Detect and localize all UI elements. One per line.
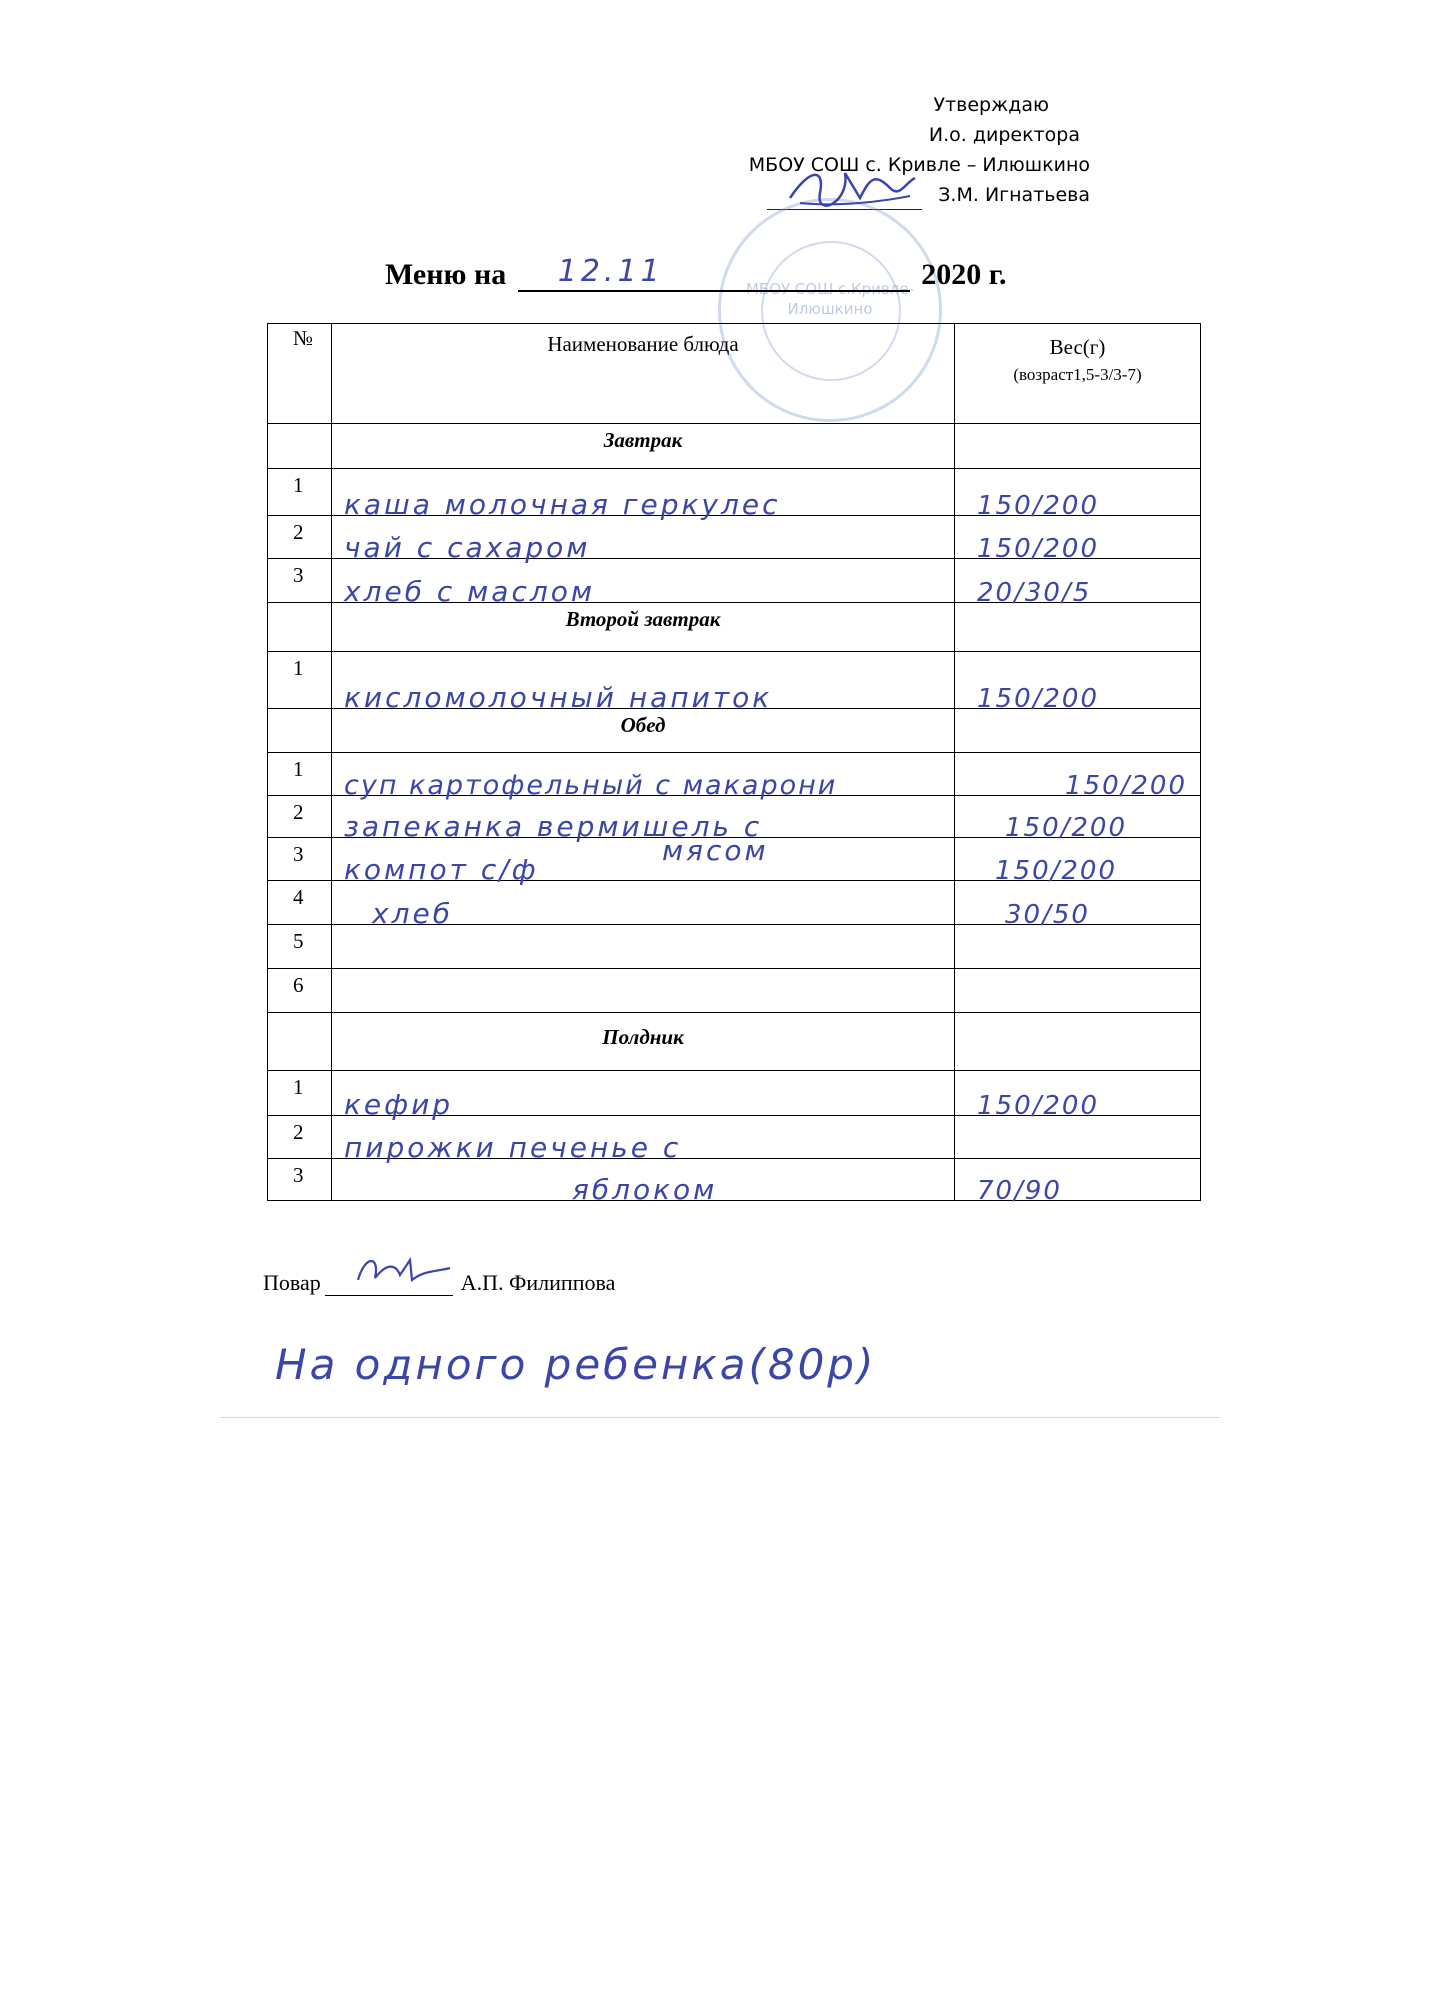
row-num: 1 xyxy=(268,652,332,709)
dish-cell xyxy=(332,796,955,867)
dish-cell xyxy=(332,1071,955,1121)
row-num: 1 xyxy=(268,1071,332,1116)
date-field xyxy=(518,254,910,292)
weight-cell xyxy=(955,753,1201,801)
weight-cell xyxy=(955,469,1201,521)
dish-name: каша молочная геркулес xyxy=(344,488,781,521)
dish-cell xyxy=(332,652,955,714)
cook-label: Повар xyxy=(263,1270,321,1295)
dish-weight: 20/30/5 xyxy=(977,578,1092,608)
dish-cell xyxy=(332,969,955,1013)
weight-cell xyxy=(955,1159,1201,1206)
table-row xyxy=(268,1159,1201,1201)
dish-weight: 150/200 xyxy=(977,491,1100,521)
section-row-breakfast xyxy=(268,424,1201,469)
dish-weight: 150/200 xyxy=(977,684,1100,714)
dish-cell xyxy=(332,925,955,969)
cook-name: А.П. Филиппова xyxy=(460,1270,616,1295)
dish-weight: 150/200 xyxy=(977,534,1100,564)
section-title: Полдник xyxy=(332,1013,955,1071)
weight-cell xyxy=(955,796,1201,843)
table-row xyxy=(268,559,1201,603)
row-num: 6 xyxy=(268,969,332,1013)
row-num: 2 xyxy=(268,516,332,559)
table-row xyxy=(268,969,1201,1013)
title-year: 2020 г. xyxy=(921,258,1007,291)
handwritten-note: На одного ребенка(80р) xyxy=(275,1340,877,1389)
header-weight-age: (возраст1,5-3/3-7) xyxy=(1013,365,1142,384)
section-title: Второй завтрак xyxy=(332,603,955,652)
dish-cell xyxy=(332,838,955,886)
director-signature xyxy=(780,158,920,218)
weight-cell xyxy=(955,838,1201,886)
section-row-afternoon-snack xyxy=(268,1013,1201,1071)
row-num: 1 xyxy=(268,469,332,516)
table-row xyxy=(268,881,1201,925)
dish-cell xyxy=(332,469,955,521)
dish-weight: 150/200 xyxy=(1065,771,1188,801)
row-num: 4 xyxy=(268,881,332,925)
dish-weight: 30/50 xyxy=(1005,900,1090,930)
dish-weight: 150/200 xyxy=(995,856,1118,886)
table-row xyxy=(268,652,1201,709)
dish-name: запеканка вермишель с xyxy=(344,810,763,843)
dish-cell xyxy=(332,516,955,564)
weight-cell xyxy=(955,1116,1201,1159)
weight-cell xyxy=(955,881,1201,930)
menu-table xyxy=(267,323,1201,1206)
menu-title xyxy=(385,254,1007,292)
section-row-second-breakfast xyxy=(268,603,1201,652)
dish-name: хлеб с маслом xyxy=(344,575,595,608)
table-row xyxy=(268,1116,1201,1159)
row-num: 1 xyxy=(268,753,332,796)
cook-signature xyxy=(350,1250,460,1290)
section-title: Завтрак xyxy=(332,424,955,469)
dish-weight: 150/200 xyxy=(1005,813,1128,843)
table-row xyxy=(268,838,1201,881)
page-divider xyxy=(220,1417,1220,1418)
dish-name: кисломолочный напиток xyxy=(344,681,773,714)
row-num: 2 xyxy=(268,796,332,838)
approval-name: З.М. Игнатьева xyxy=(938,184,1090,206)
dish-name: суп картофельный с макарони xyxy=(344,770,838,801)
dish-name: яблоком xyxy=(572,1173,718,1206)
dish-weight: 70/90 xyxy=(977,1176,1062,1206)
dish-cell xyxy=(332,1116,955,1164)
dish-cell xyxy=(332,559,955,608)
title-prefix: Меню на xyxy=(385,258,507,291)
dish-cell xyxy=(332,1159,955,1206)
header-weight xyxy=(955,324,1201,424)
dish-name: чай с сахаром xyxy=(344,531,591,564)
table-row xyxy=(268,469,1201,516)
header-num: № xyxy=(268,324,332,424)
approval-block xyxy=(0,0,1090,210)
row-num: 3 xyxy=(268,838,332,881)
row-num: 3 xyxy=(268,1159,332,1201)
table-row xyxy=(268,925,1201,969)
weight-cell xyxy=(955,925,1201,969)
dish-name: пирожки печенье с xyxy=(344,1131,682,1164)
table-row xyxy=(268,1071,1201,1116)
weight-cell xyxy=(955,969,1201,1013)
row-num: 2 xyxy=(268,1116,332,1159)
row-num: 5 xyxy=(268,925,332,969)
row-num: 3 xyxy=(268,559,332,603)
approval-position: И.о. директора xyxy=(928,124,1080,146)
dish-cell xyxy=(332,881,955,930)
date-handwritten: 12.11 xyxy=(557,254,664,289)
table-header-row xyxy=(268,324,1201,424)
header-weight-label: Вес(г) xyxy=(1049,335,1106,359)
weight-cell xyxy=(955,516,1201,564)
weight-cell xyxy=(955,652,1201,714)
dish-name: кефир xyxy=(344,1088,454,1121)
section-title: Обед xyxy=(332,709,955,753)
table-row xyxy=(268,516,1201,559)
table-row xyxy=(268,753,1201,796)
section-row-lunch xyxy=(268,709,1201,753)
header-dish-name: Наименование блюда xyxy=(332,324,955,424)
dish-name: хлеб xyxy=(372,897,453,930)
weight-cell xyxy=(955,1071,1201,1121)
dish-cell xyxy=(332,753,955,801)
dish-name-continuation: мясом xyxy=(662,834,769,867)
weight-cell xyxy=(955,559,1201,608)
table-row xyxy=(268,796,1201,838)
approval-title: Утверждаю xyxy=(933,94,1049,116)
approval-school: МБОУ СОШ с. Кривле – Илюшкино xyxy=(748,154,1090,176)
dish-weight: 150/200 xyxy=(977,1091,1100,1121)
stamp-text: МБОУ СОШ с.Кривле-Илюшкино xyxy=(745,280,915,318)
dish-name: компот с/ф xyxy=(344,853,539,886)
